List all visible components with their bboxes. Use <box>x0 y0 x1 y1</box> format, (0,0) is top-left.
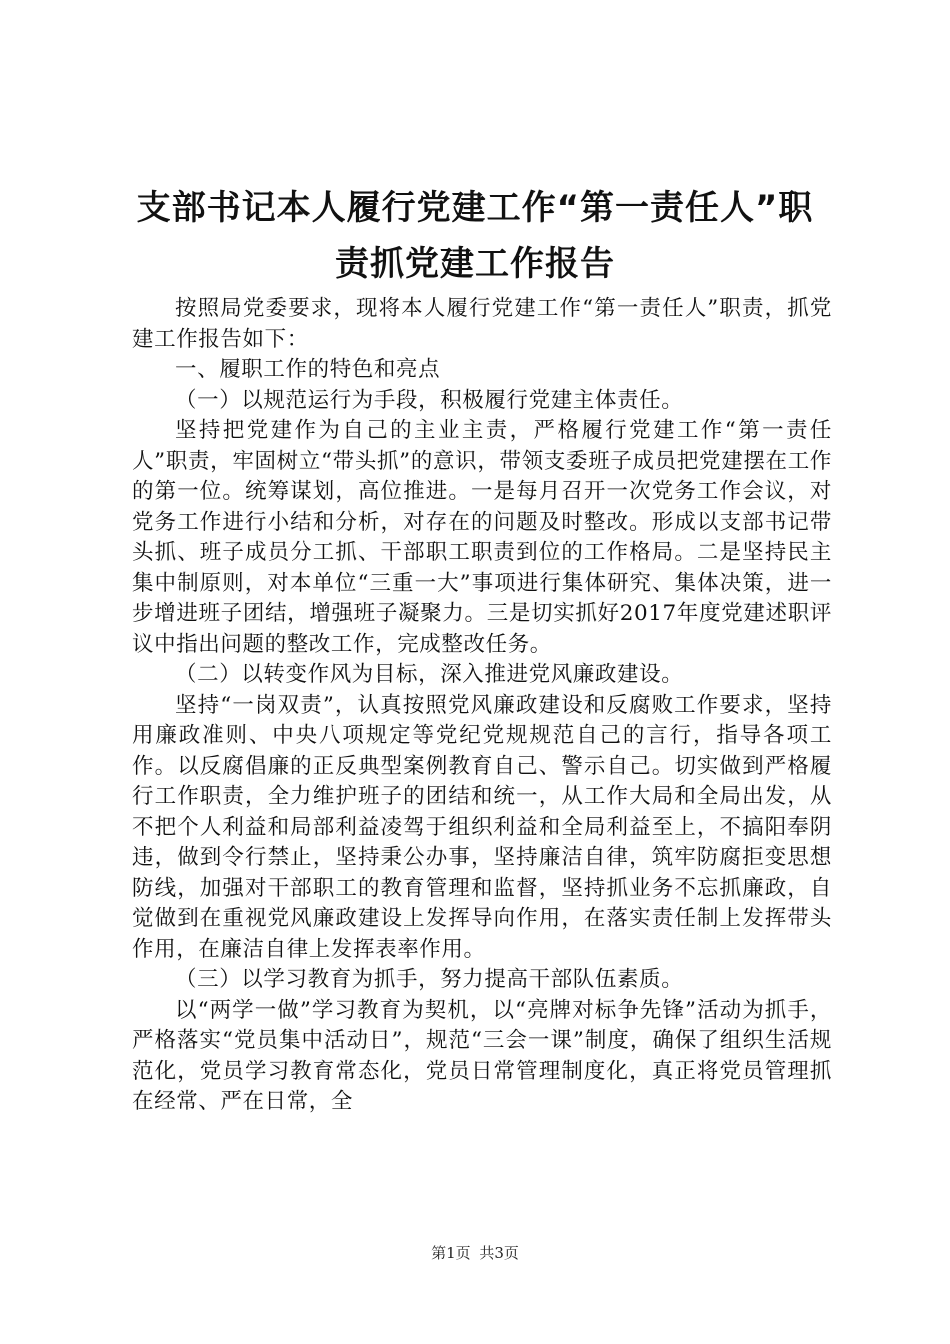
body-paragraph-3: 以“两学一做”学习教育为契机，以“亮牌对标争先锋”活动为抓手，严格落实“党员集中活动日”，规范“三会一课”制度，确保了组织生活规范化，党员学习教育常态化，党员日常管理制度化，真正将党员管理抓在经常、严在日常，全 <box>132 997 832 1114</box>
page-footer <box>0 1243 950 1263</box>
subsection-heading-2: （二）以转变作风为目标，深入推进党风廉政建设。 <box>175 662 684 687</box>
page-number: 第1页 <box>431 1244 471 1262</box>
intro-paragraph: 按照局党委要求，现将本人履行党建工作“第一责任人”职责，抓党建工作报告如下： <box>132 296 832 352</box>
body-paragraph-2: 坚持“一岗双责”，认真按照党风廉政建设和反腐败工作要求，坚持用廉政准则、中央八项规定等党纪党规规范自己的言行，指导各项工作。以反腐倡廉的正反典型案例教育自己、警示自己。切实做到严格履行工作职责，全力维护班子的团结和统一，从工作大局和全局出发，从不把个人利益和局部利益凌驾于组织利益和全局利益至上，不搞阳奉阴违，做到令行禁止，坚持秉公办事，坚持廉洁自律，筑牢防腐拒变思想防线，加强对干部职工的教育管理和监督，坚持抓业务不忘抓廉政，自觉做到在重视党风廉政建设上发挥导向作用，在落实责任制上发挥带头作用，在廉洁自律上发挥表率作用。 <box>132 692 832 962</box>
document-body <box>132 294 832 1118</box>
subsection-heading-1: （一）以规范运行为手段，积极履行党建主体责任。 <box>175 387 684 413</box>
page-total: 共3页 <box>479 1244 519 1262</box>
document-title-line-2: 责抓党建工作报告 <box>335 244 615 284</box>
body-paragraph-1: 坚持把党建作为自己的主业主责，严格履行党建工作“第一责任人”职责，牢固树立“带头抓”的意识，带领支委班子成员把党建摆在工作的第一位。统筹谋划，高位推进。一是每月召开一次党务工作会议，对党务工作进行小结和分析，对存在的问题及时整改。形成以支部书记带头抓、班子成员分工抓、干部职工职责到位的工作格局。二是坚持民主集中制原则，对本单位“三重一大”事项进行集体研究、集体决策，进一步增进班子团结，增强班子凝聚力。三是切实抓好2017年度党建述职评议中指出问题的整改工作，完成整改任务。 <box>132 418 832 657</box>
subsection-heading-3: （三）以学习教育为抓手，努力提高干部队伍素质。 <box>175 967 684 992</box>
section-heading-1: 一、履职工作的特色和亮点 <box>175 357 441 382</box>
document-title-line-1: 支部书记本人履行党建工作“第一责任人”职 <box>136 188 814 228</box>
